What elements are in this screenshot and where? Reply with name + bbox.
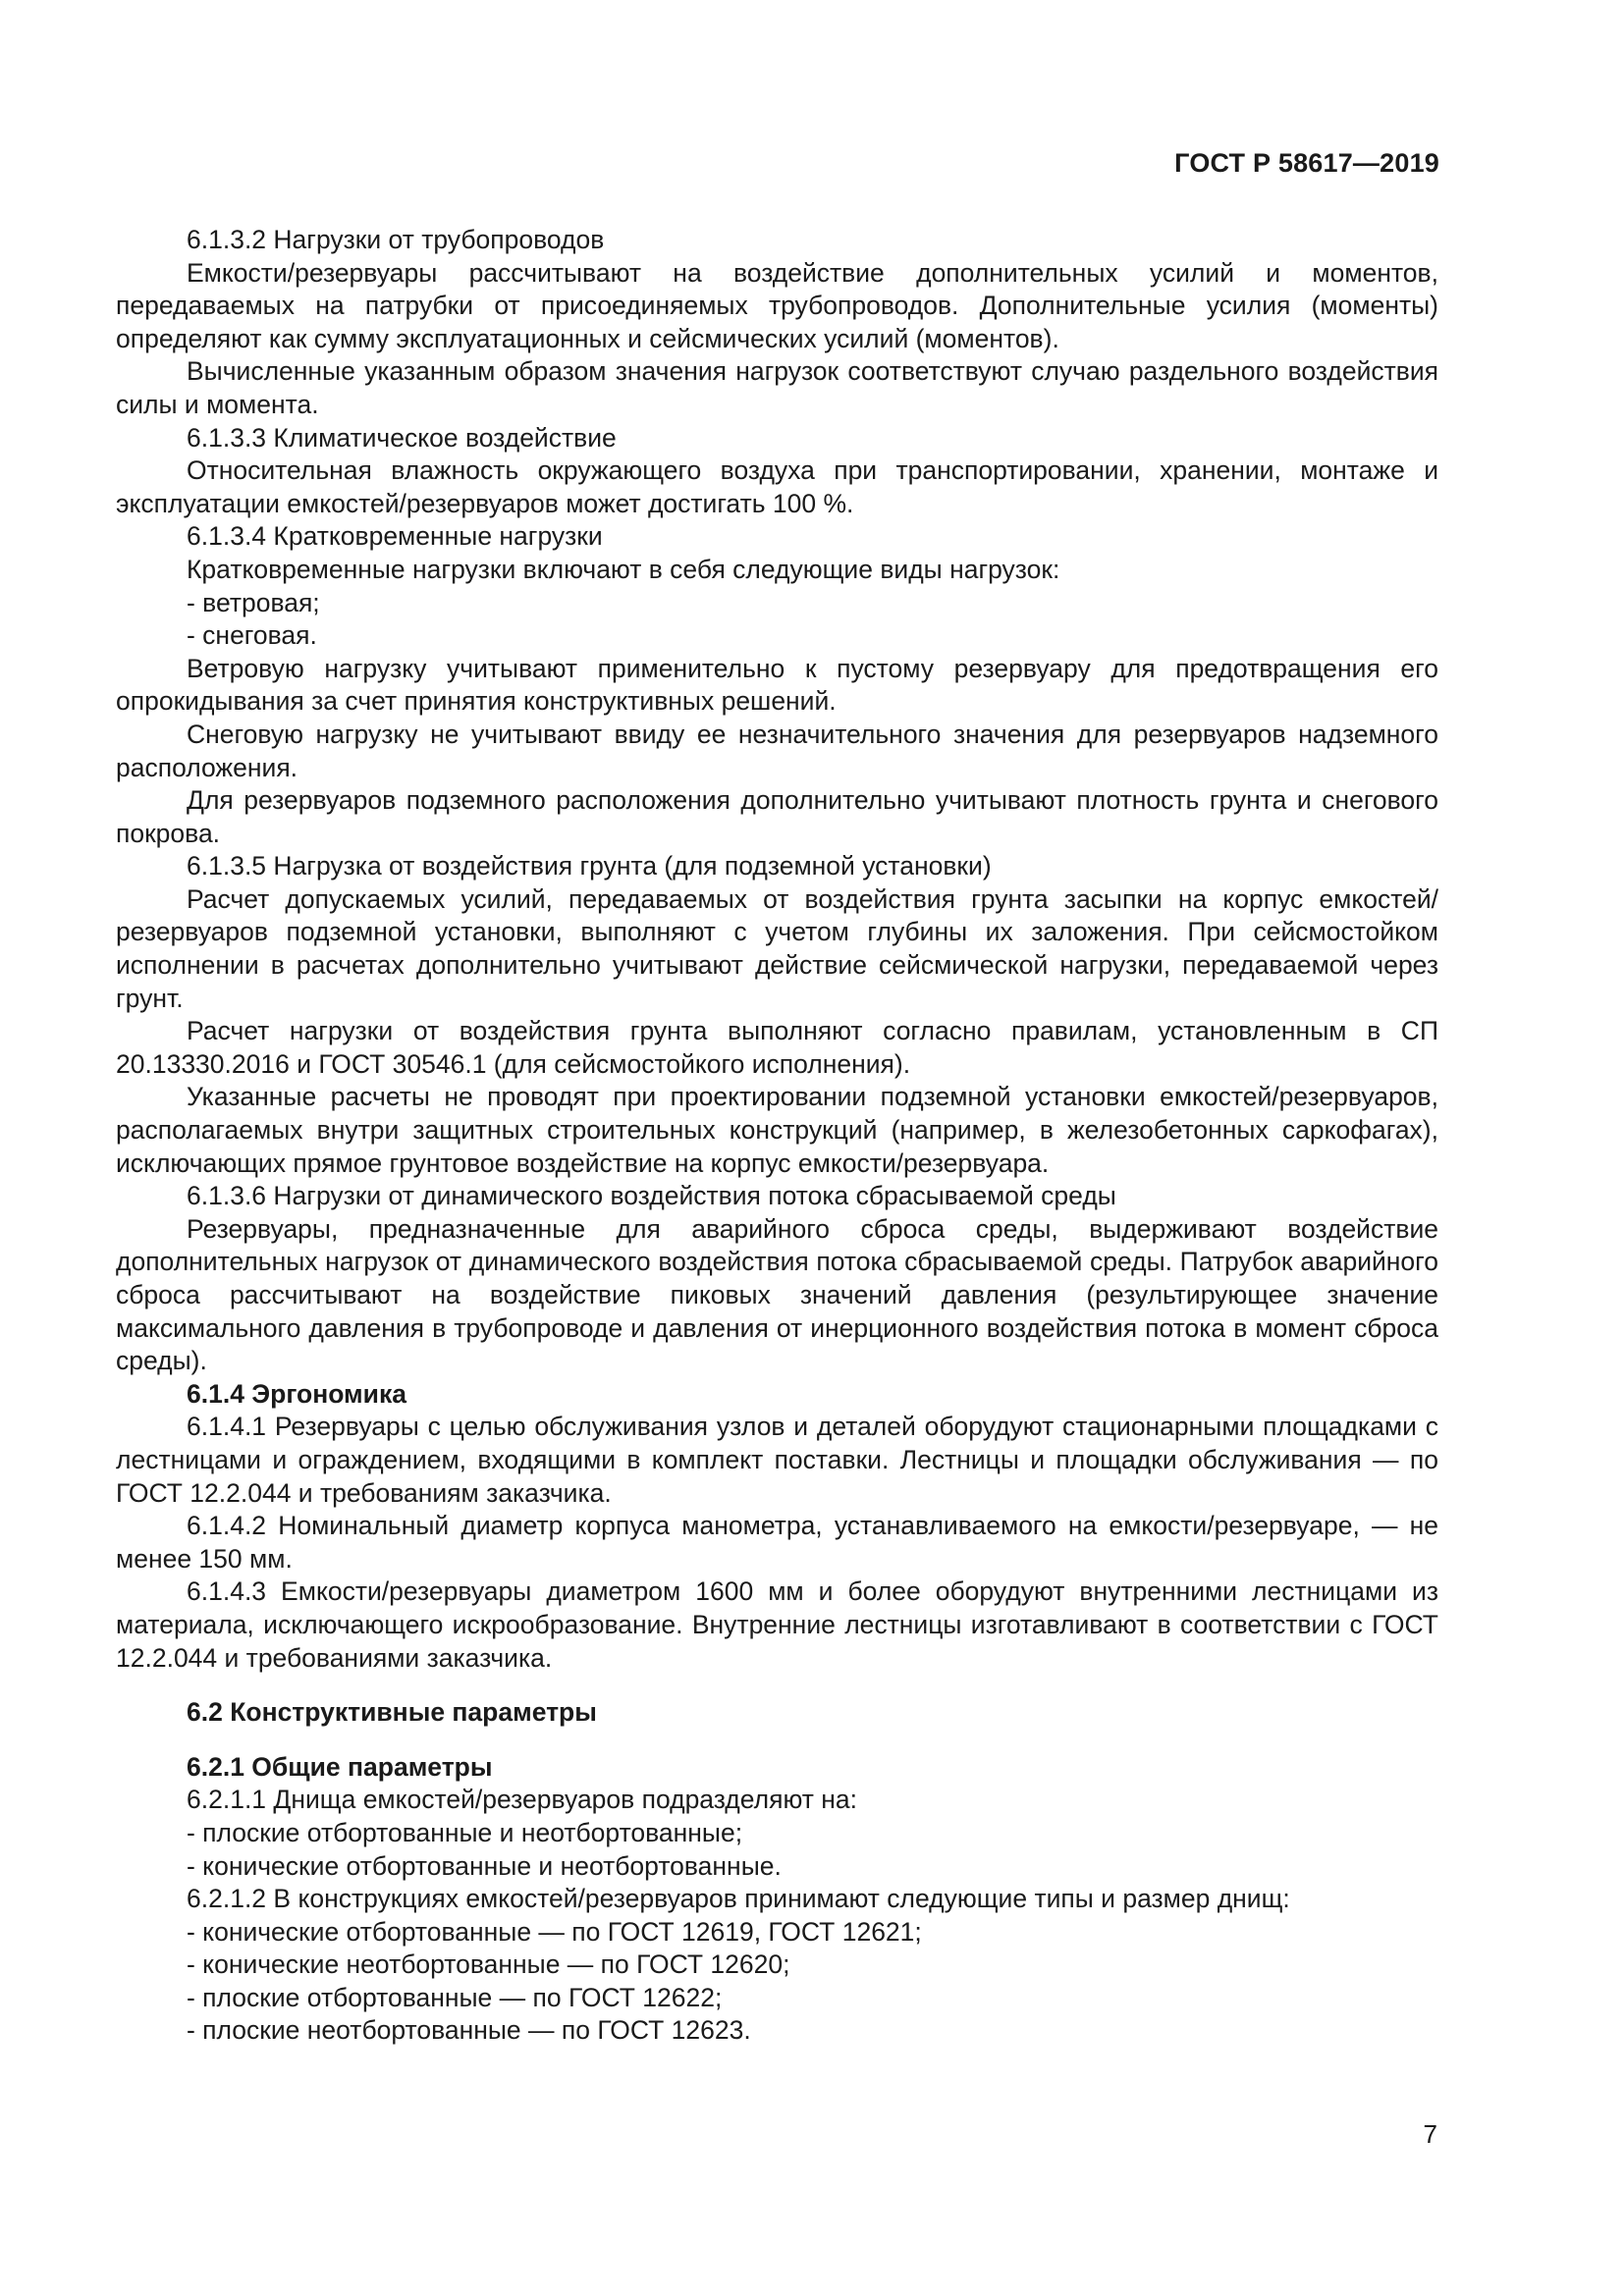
paragraph: Расчет нагрузки от воздействия грунта выполняют согласно правилам, установленным в СП 20.13330.2016 и ГОСТ 30546.1 (для сейсмостойкого исполнения). [116,1016,1438,1079]
paragraph: 6.2.1.1 Днища емкостей/резервуаров подразделяют на: [187,1785,857,1815]
list-item: - конические отбортованные — по ГОСТ 12619, ГОСТ 12621; [187,1916,922,1947]
paragraph: Ветровую нагрузку учитывают применительно к пустому резервуару для предотвращения его опрокидывания за счет принятия конструктивных решений. [116,653,1438,717]
list-item: - плоские отбортованные — по ГОСТ 12622; [187,1982,723,2012]
paragraph: Вычисленные указанным образом значения нагрузок соответствуют случаю раздельного воздействия силы и момента. [116,356,1438,419]
section-heading: 6.1.4 Эргономика [187,1378,406,1409]
paragraph: Емкости/резервуары рассчитывают на воздействие дополнительных усилий и моментов, передаваемых на патрубки от присоединяемых трубопроводов. Дополнительные усилия (моменты) определяют как сумму эксплуатационных и сейсмических усилий (моментов). [116,257,1438,353]
paragraph: 6.1.3.3 Климатическое воздействие [187,422,617,453]
page-number: 7 [1423,2119,1437,2149]
section-heading: 6.2 Конструктивные параметры [187,1697,597,1728]
list-item: - конические неотбортованные — по ГОСТ 12620; [187,1949,790,1980]
paragraph: Расчет допускаемых усилий, передаваемых от воздействия грунта засыпки на корпус емкостей/ резервуаров подземной установки, выполняют с учетом глубины их заложения. При сейсмостойком исполнении в расчетах дополнительно учитывают действие сейсмической нагрузки, передаваемой через грунт. [116,883,1438,1013]
paragraph: Относительная влажность окружающего воздуха при транспортировании, хранении, монтаже и эксплуатации емкостей/резервуаров может достигать 100 %. [116,455,1438,518]
paragraph: Снеговую нагрузку не учитывают ввиду ее незначительного значения для резервуаров надземного расположения. [116,719,1438,782]
paragraph: Кратковременные нагрузки включают в себя следующие виды нагрузок: [187,554,1060,584]
paragraph: Указанные расчеты не проводят при проектировании подземной установки емкостей/резервуаров, располагаемых внутри защитных строительных конструкций (например, в железобетонных саркофагах), исключающих прямое грунтовое воздействие на корпус емкости/резервуара. [116,1082,1438,1178]
paragraph: Для резервуаров подземного расположения дополнительно учитывают плотность грунта и снегового покрова. [116,785,1438,848]
paragraph: 6.1.4.1 Резервуары с целью обслуживания узлов и деталей оборудуют стационарными площадками с лестницами и ограждением, входящими в комплект поставки. Лестницы и площадки обслуживания — по ГОСТ 12.2.044 и требованиям заказчика. [116,1412,1438,1508]
paragraph: 6.1.4.2 Номинальный диаметр корпуса манометра, устанавливаемого на емкости/резервуаре, — не менее 150 мм. [116,1511,1438,1574]
list-item: - снеговая. [187,620,317,651]
paragraph: 6.1.3.2 Нагрузки от трубопроводов [187,225,605,254]
paragraph: 6.1.3.5 Нагрузка от воздействия грунта (для подземной установки) [187,851,992,881]
section-heading: 6.2.1 Общие параметры [187,1751,493,1782]
list-item: - ветровая; [187,587,320,617]
list-item: - плоские отбортованные и неотбортованные; [187,1817,743,1847]
document-body [116,224,1438,2048]
paragraph: 6.1.3.4 Кратковременные нагрузки [187,521,603,552]
paragraph: Резервуары, предназначенные для аварийного сброса среды, выдерживают воздействие дополнительных нагрузок от динамического воздействия потока сбрасываемой среды. Патрубок аварийного сброса рассчитывают на воздействие пиковых значений давления (результирующее значение максимального давления в трубопроводе и давления от инерционного воздействия потока в момент сброса среды). [116,1213,1438,1376]
paragraph: 6.2.1.2 В конструкциях емкостей/резервуаров принимают следующие типы и размер днищ: [187,1884,1290,1914]
document-header: ГОСТ Р 58617—2019 [1174,148,1439,178]
paragraph: 6.1.4.3 Емкости/резервуары диаметром 1600 мм и более оборудуют внутренними лестницами из материала, исключающего искрообразование. Внутренние лестницы изготавливают в соответствии с ГОСТ 12.2.044 и требованиями заказчика. [116,1576,1438,1673]
paragraph: 6.1.3.6 Нагрузки от динамического воздействия потока сбрасываемой среды [187,1181,1116,1211]
list-item: - плоские неотбортованные — по ГОСТ 12623. [187,2015,751,2046]
list-item: - конические отбортованные и неотбортованные. [187,1850,782,1881]
